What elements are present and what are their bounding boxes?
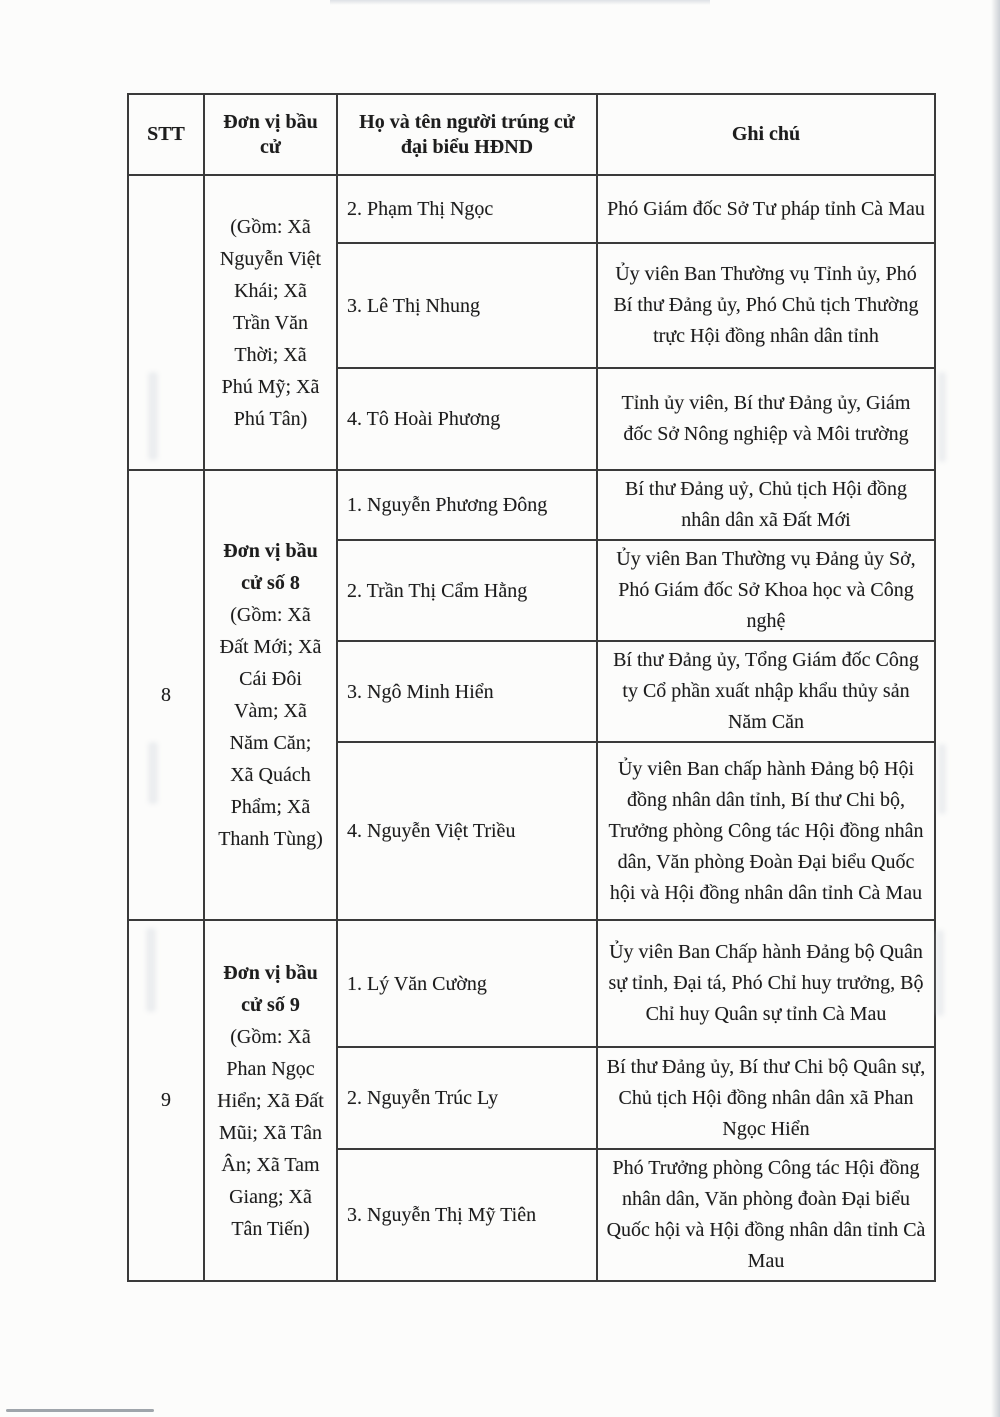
candidate-name: 3. Ngô Minh Hiển <box>337 641 597 742</box>
scan-bleed-ghost <box>938 372 946 462</box>
unit-cell <box>204 470 337 920</box>
table-row <box>128 470 935 540</box>
unit-title: Đơn vị bầu cử số 9 <box>223 961 318 1016</box>
candidate-name: 3. Nguyễn Thị Mỹ Tiên <box>337 1149 597 1281</box>
stt-cell: 9 <box>128 920 204 1281</box>
note-cell: Ủy viên Ban Thường vụ Tỉnh ủy, Phó Bí thư Đảng ủy, Phó Chủ tịch Thường trực Hội đồng nhân dân tỉnh <box>597 243 935 368</box>
table-row <box>128 920 935 1047</box>
candidate-name: 4. Tô Hoài Phương <box>337 368 597 470</box>
table-header-row <box>128 94 935 175</box>
note-cell: Ủy viên Ban Chấp hành Đảng bộ Quân sự tỉnh, Đại tá, Phó Chỉ huy trưởng, Bộ Chỉ huy Quân sự tỉnh Cà Mau <box>597 920 935 1047</box>
candidate-name: 1. Nguyễn Phương Đông <box>337 470 597 540</box>
note-cell: Phó Trưởng phòng Công tác Hội đồng nhân dân, Văn phòng đoàn Đại biểu Quốc hội và Hội đồng nhân dân tỉnh Cà Mau <box>597 1149 935 1281</box>
note-cell: Ủy viên Ban chấp hành Đảng bộ Hội đồng nhân dân tỉnh, Bí thư Chi bộ, Trưởng phòng Công tác Hội đồng nhân dân, Văn phòng Đoàn Đại biểu Quốc hội và Hội đồng nhân dân tỉnh Cà Mau <box>597 742 935 920</box>
unit-detail: (Gồm: Xã Nguyễn Việt Khái; Xã Trần Văn Thời; Xã Phú Mỹ; Xã Phú Tân) <box>219 215 322 430</box>
elected-deputies-table <box>127 93 936 1282</box>
candidate-name: 1. Lý Văn Cường <box>337 920 597 1047</box>
table-row <box>128 175 935 243</box>
unit-title: Đơn vị bầu cử số 8 <box>223 540 318 594</box>
scan-bleed-ghost <box>938 744 946 814</box>
note-cell: Ủy viên Ban Thường vụ Đảng ủy Sở, Phó Giám đốc Sở Khoa học và Công nghệ <box>597 540 935 641</box>
note-cell: Phó Giám đốc Sở Tư pháp tỉnh Cà Mau <box>597 175 935 243</box>
scan-artifact-bottom-line <box>6 1409 154 1412</box>
stt-cell <box>128 175 204 470</box>
unit-detail: (Gồm: Xã Đất Mới; Xã Cái Đôi Vàm; Xã Năm Căn; Xã Quách Phẩm; Xã Thanh Tùng) <box>218 604 323 850</box>
scan-artifact-top-edge <box>330 0 710 5</box>
unit-cell <box>204 920 337 1281</box>
stt-cell: 8 <box>128 470 204 920</box>
note-cell: Bí thư Đảng uỷ, Chủ tịch Hội đồng nhân dân xã Đất Mới <box>597 470 935 540</box>
unit-detail: (Gồm: Xã Phan Ngọc Hiển; Xã Đất Mũi; Xã Tân Ân; Xã Tam Giang; Xã Tân Tiến) <box>217 1025 324 1240</box>
note-cell: Bí thư Đảng ủy, Bí thư Chi bộ Quân sự, Chủ tịch Hội đồng nhân dân xã Phan Ngọc Hiển <box>597 1047 935 1149</box>
header-stt: STT <box>128 94 204 175</box>
header-note: Ghi chú <box>597 94 935 175</box>
note-cell: Bí thư Đảng ủy, Tổng Giám đốc Công ty Cổ phần xuất nhập khẩu thủy sản Năm Căn <box>597 641 935 742</box>
scan-artifact-right-edge <box>991 0 1000 1417</box>
scan-bleed-ghost <box>936 930 944 1016</box>
candidate-name: 2. Trần Thị Cẩm Hằng <box>337 540 597 641</box>
unit-cell <box>204 175 337 470</box>
candidate-name: 2. Nguyễn Trúc Ly <box>337 1047 597 1149</box>
candidate-name: 2. Phạm Thị Ngọc <box>337 175 597 243</box>
candidate-name: 3. Lê Thị Nhung <box>337 243 597 368</box>
candidate-name: 4. Nguyễn Việt Triều <box>337 742 597 920</box>
note-cell: Tỉnh ủy viên, Bí thư Đảng ủy, Giám đốc Sở Nông nghiệp và Môi trường <box>597 368 935 470</box>
header-name: Họ và tên người trúng cử đại biểu HĐND <box>337 94 597 175</box>
header-unit: Đơn vị bầu cử <box>204 94 337 175</box>
